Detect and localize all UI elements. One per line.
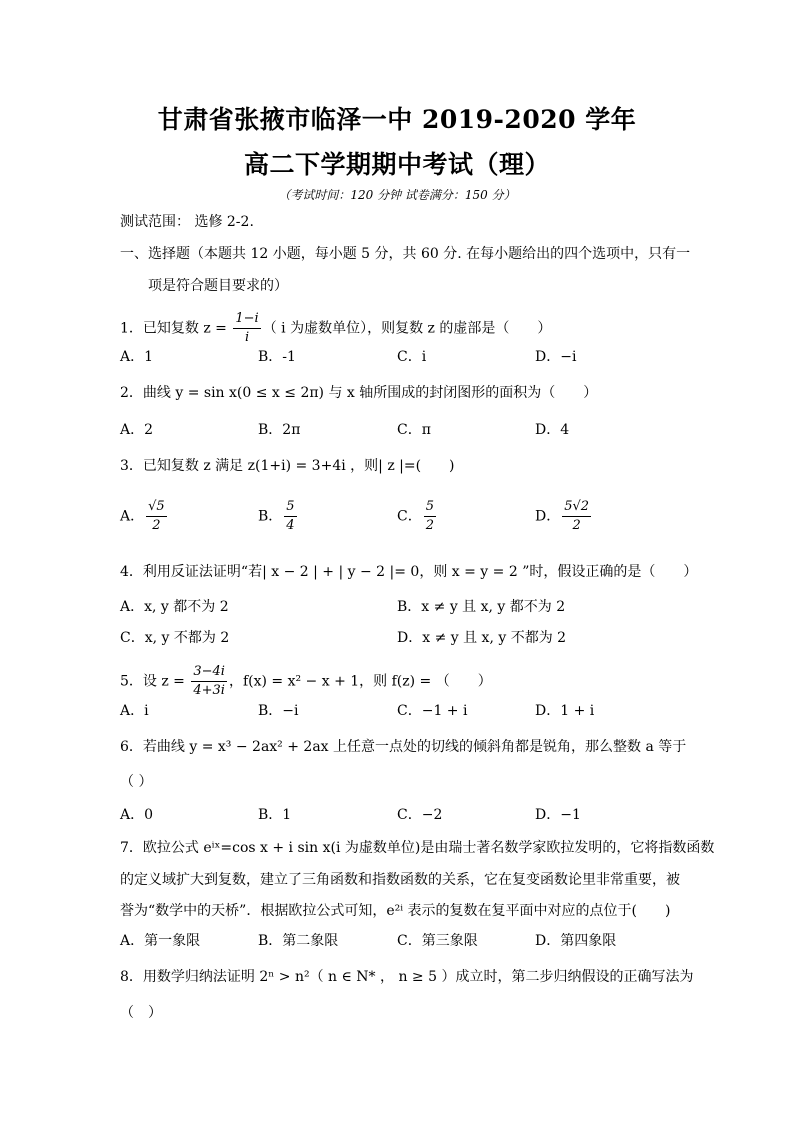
q3-d-label: D．	[535, 508, 561, 525]
q6-option-c: C．−2	[397, 807, 443, 823]
q3-c-numerator: 5	[424, 498, 436, 517]
q5-option-b: B．−i	[258, 703, 299, 719]
question-1	[120, 310, 551, 347]
q5-option-a: A．i	[120, 703, 149, 719]
test-scope: 测试范围： 选修 2-2.	[120, 214, 254, 230]
q3-option-a	[120, 498, 169, 535]
q3-d-numerator: 5√2	[562, 498, 591, 517]
q3-b-denominator: 4	[286, 518, 295, 533]
q1-numerator: 1−i	[233, 310, 260, 329]
question-2: 2．曲线 y = sin x(0 ≤ x ≤ 2π) 与 x 轴所围成的封闭图形的面积为（ ）	[120, 385, 598, 401]
q5-suffix: ，f(x) = x² − x + 1，则 f(z) = （ ）	[228, 673, 492, 690]
q5-option-d: D．1 + i	[535, 703, 595, 719]
q3-a-fraction	[146, 498, 167, 535]
question-6-line-1: 6．若曲线 y = x³ − 2ax² + 2ax 上任意一点处的切线的倾斜角都是锐角，那么整数 a 等于	[120, 739, 687, 755]
q3-a-label: A．	[120, 508, 145, 525]
q2-option-c: C．π	[397, 422, 431, 438]
q4-option-b: B．x ≠ y 且 x, y 都不为 2	[397, 599, 566, 615]
q3-b-label: B．	[258, 508, 283, 525]
q3-b-numerator: 5	[284, 498, 296, 517]
question-8-line-1: 8．用数学归纳法证明 2ⁿ > n²（ n ∈ N* ， n ≥ 5 ）成立时，第二步归纳假设的正确写法为	[120, 969, 694, 985]
title-line-2: 高二下学期期中考试（理）	[243, 150, 550, 179]
q3-d-denominator: 2	[572, 518, 581, 533]
section-heading-line-1: 一、选择题（本题共 12 小题，每小题 5 分，共 60 分. 在每小题给出的四个选项中，只有一	[120, 246, 691, 262]
q3-c-fraction	[424, 498, 436, 535]
q1-option-d: D．−i	[535, 349, 577, 365]
q1-fraction	[233, 310, 260, 347]
question-6-line-2: （ ）	[120, 774, 153, 790]
q3-c-label: C．	[397, 508, 422, 525]
q1-option-a: A．1	[120, 349, 154, 365]
question-7-line-2: 的定义域扩大到复数，建立了三角函数和指数函数的关系，它在复变函数论里非常重要，被	[120, 872, 680, 888]
q5-numerator: 3−4i	[191, 663, 227, 682]
q7-option-d: D．第四象限	[535, 933, 617, 949]
q1-option-b: B．-1	[258, 349, 296, 365]
q3-a-denominator: 2	[152, 518, 161, 533]
q3-option-d	[535, 498, 593, 535]
question-7-line-3: 誉为“数学中的天桥”．根据欧拉公式可知，e²ⁱ 表示的复数在复平面中对应的点位于( )	[120, 903, 671, 919]
q3-a-numerator: √5	[146, 498, 167, 517]
exam-info: （考试时间：120 分钟 试卷满分：150 分）	[278, 188, 516, 202]
q3-d-fraction	[562, 498, 591, 535]
q4-option-d: D．x ≠ y 且 x, y 不都为 2	[397, 630, 567, 646]
q1-denominator: i	[244, 330, 250, 345]
q6-option-b: B．1	[258, 807, 292, 823]
q1-suffix: （ i 为虚数单位），则复数 z 的虚部是（ ）	[262, 320, 552, 337]
q7-option-c: C．第三象限	[397, 933, 478, 949]
q2-option-b: B．2π	[258, 422, 301, 438]
q3-b-fraction	[284, 498, 296, 535]
question-3: 3．已知复数 z 满足 z(1+i) = 3+4i ，则| z |=( )	[120, 458, 455, 474]
q3-option-b	[258, 498, 299, 535]
q3-option-c	[397, 498, 438, 535]
q2-option-d: D．4	[535, 422, 570, 438]
q1-prefix: 1．已知复数 z =	[120, 320, 232, 337]
q5-fraction	[191, 663, 227, 700]
q7-option-b: B．第二象限	[258, 933, 339, 949]
q6-option-d: D．−1	[535, 807, 581, 823]
q3-c-denominator: 2	[425, 518, 434, 533]
title-line-1: 甘肃省张掖市临泽一中 2019-2020 学年	[157, 105, 637, 134]
q7-option-a: A．第一象限	[120, 933, 201, 949]
q5-option-c: C．−1 + i	[397, 703, 468, 719]
q5-denominator: 4+3i	[193, 683, 225, 698]
question-5	[120, 663, 492, 700]
q4-option-c: C．x, y 不都为 2	[120, 630, 230, 646]
question-4: 4．利用反证法证明“若| x − 2 | + | y − 2 |= 0，则 x = y = 2 ”时，假设正确的是（ ）	[120, 564, 698, 580]
q2-option-a: A．2	[120, 422, 154, 438]
q1-option-c: C．i	[397, 349, 427, 365]
question-7-line-1: 7．欧拉公式 eⁱˣ=cos x + i sin x(i 为虚数单位)是由瑞士著名数学家欧拉发明的，它将指数函数	[120, 840, 715, 856]
question-8-line-2: （ ）	[120, 1005, 162, 1021]
q4-option-a: A．x, y 都不为 2	[120, 599, 229, 615]
q5-prefix: 5．设 z =	[120, 673, 190, 690]
q6-option-a: A．0	[120, 807, 154, 823]
section-heading-line-2: 项是符合题目要求的）	[148, 278, 288, 294]
